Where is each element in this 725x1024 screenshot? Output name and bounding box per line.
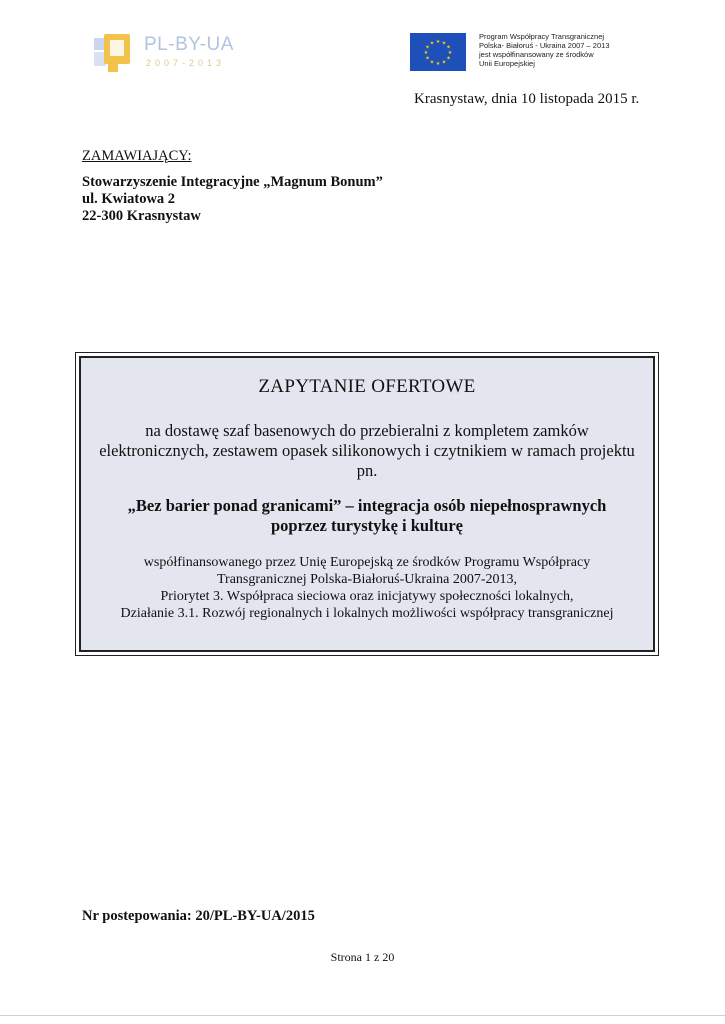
svg-text:★: ★ — [447, 50, 453, 56]
pl-by-ua-logo — [94, 34, 244, 76]
project-title — [91, 496, 643, 536]
inquiry-box — [75, 352, 659, 656]
pl-by-ua-logo-icon — [94, 34, 134, 74]
logo-text: PL-BY-UA — [144, 34, 234, 55]
orderer-label-text: ZAMAWIAJĄCY — [82, 148, 188, 164]
svg-text:★: ★ — [425, 44, 430, 51]
orderer-name: Stowarzyszenie Integracyjne „Magnum Bonum” — [82, 174, 383, 190]
inquiry-description: na dostawę szaf basenowych do przebieralni z kompletem zamków elektronicznych, zestawem opasek silikonowych i czytnikiem w ramach projektu pn. — [99, 421, 635, 480]
project-title-line: „Bez barier ponad granicami” – integracja osób niepełnosprawnych — [127, 496, 607, 515]
logo-years: 2007-2013 — [146, 58, 226, 68]
funding-line: współfinansowanego przez Unię Europejską ze środków Programu Współpracy — [143, 555, 591, 570]
case-number: Nr postepowania: 20/PL-BY-UA/2015 — [82, 908, 315, 924]
funding-line: Transgranicznej Polska-Białoruś-Ukraina 2007-2013, — [216, 572, 518, 587]
svg-text:★: ★ — [446, 55, 451, 62]
funding-info — [91, 554, 643, 622]
svg-text:★: ★ — [423, 50, 429, 56]
svg-text:★: ★ — [435, 39, 441, 45]
inquiry-box-inner — [79, 356, 655, 652]
project-title-line: poprzez turystykę i kulturę — [270, 516, 464, 535]
funding-line: Priorytet 3. Współpraca sieciowa oraz inicjatywy społeczności lokalnych, — [160, 589, 574, 604]
eu-flag-icon — [410, 33, 466, 71]
svg-text:★: ★ — [429, 59, 435, 66]
svg-text:★: ★ — [441, 59, 447, 66]
svg-text:★: ★ — [425, 55, 430, 62]
svg-text:★: ★ — [429, 40, 435, 47]
inquiry-title: ZAPYTANIE OFERTOWE — [258, 376, 476, 397]
funding-line: Działanie 3.1. Rozwój regionalnych i lokalnych możliwości współpracy transgranicznej — [120, 606, 614, 621]
page-number: Strona 1 z 20 — [330, 950, 395, 964]
orderer-city: 22-300 Krasnystaw — [82, 208, 201, 224]
program-text-line: Program Współpracy Transgranicznej — [479, 32, 605, 41]
svg-text:★: ★ — [435, 61, 441, 67]
program-text — [479, 32, 649, 68]
svg-text:★: ★ — [446, 44, 451, 51]
orderer-label-suffix: : — [187, 148, 192, 164]
scan-divider — [0, 1015, 725, 1016]
orderer-block — [82, 148, 383, 225]
date-line: Krasnystaw, dnia 10 listopada 2015 r. — [414, 91, 640, 107]
program-text-line: Polska- Białoruś - Ukraina 2007 – 2013 — [479, 41, 610, 50]
program-text-line: Unii Europejskiej — [479, 59, 535, 68]
svg-text:★: ★ — [441, 40, 447, 47]
orderer-street: ul. Kwiatowa 2 — [82, 191, 176, 207]
program-text-line: jest współfinansowany ze środków — [479, 50, 594, 59]
orderer-label — [82, 148, 383, 165]
